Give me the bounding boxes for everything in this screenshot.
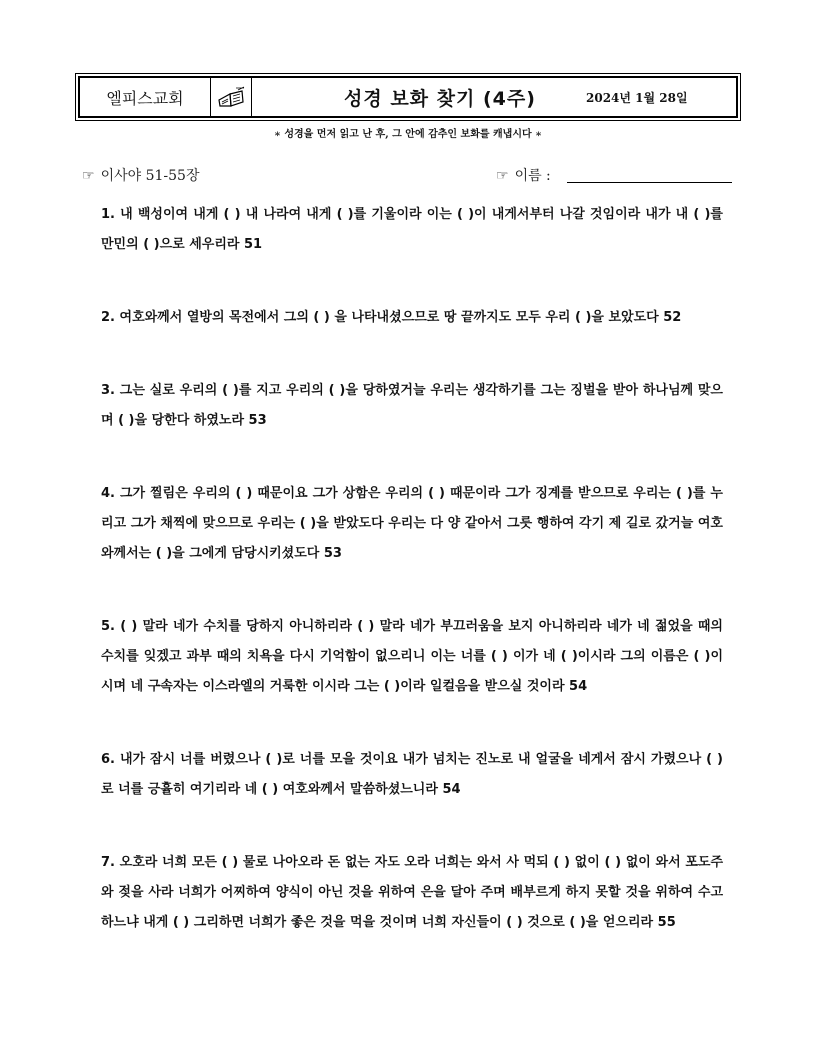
- question-3: 3. 그는 실로 우리의 ( )를 지고 우리의 ( )을 당하였거늘 우리는 생각하기를 그는 징벌을 받아 하나님께 맞으며 ( )을 당한다 하였노라 53: [101, 383, 723, 428]
- instruction-subtitle: ∗ 성경을 먼저 읽고 난 후, 그 안에 감추인 보화를 캐냅시다 ∗: [273, 129, 543, 140]
- question-2: 2. 여호와께서 열방의 목전에서 그의 ( ) 을 나타내셨으므로 땅 끝까지도 모두 우리 ( )을 보았도다 52: [101, 310, 682, 325]
- question-5: 5. ( ) 말라 네가 수치를 당하지 아니하리라 ( ) 말라 네가 부끄러움을 보지 아니하리라 네가 네 젊었을 때의 수치를 잊겠고 과부 때의 치욕을 다시 기억함이 없으리니 이는 너를 ( ) 이가 네 ( )이시라 그의 이름은 ( )이시며 네 구속자는 이스라엘의 거룩한 이시라 그는 ( )이라 일컬음을 받으실 것이라 54: [101, 619, 723, 694]
- name-label-text: 이름 :: [514, 168, 551, 184]
- name-label: [496, 165, 551, 185]
- worksheet-date: 2024년 1월 28일: [586, 90, 688, 105]
- question-4: 4. 그가 찔림은 우리의 ( ) 때문이요 그가 상함은 우리의 ( ) 때문이라 그가 징계를 받으므로 우리는 ( )를 누리고 그가 채찍에 맞으므로 우리는 ( )을 받았도다 우리는 다 양 같아서 그릇 행하여 각기 제 길로 갔거늘 여호와께서는 ( )을 그에게 담당시키셨도다 53: [101, 486, 723, 561]
- open-bible-icon-svg: [216, 86, 246, 108]
- question-list: [101, 200, 723, 938]
- passage-reference: [82, 165, 199, 185]
- question-6: 6. 내가 잠시 너를 버렸으나 ( )로 너를 모을 것이요 내가 넘치는 진노로 내 얼굴을 네게서 잠시 가렸으나 ( )로 너를 긍휼히 여기리라 네 ( ) 여호와께서 말씀하셨느니라 54: [101, 752, 723, 797]
- church-name: 엘피스교회: [80, 78, 211, 116]
- pointing-hand-icon: ☞: [496, 168, 509, 184]
- worksheet-title: 성경 보화 찾기 (4주): [344, 87, 536, 110]
- header-box: [78, 76, 738, 118]
- question-1: 1. 내 백성이여 내게 ( ) 내 나라여 내게 ( )를 기울이라 이는 ( )이 내게서부터 나갈 것임이라 내가 내 ( )를 만민의 ( )으로 세우리라 51: [101, 207, 723, 252]
- open-bible-icon: [211, 78, 252, 116]
- name-input-line[interactable]: [567, 182, 732, 183]
- meta-row: [82, 165, 732, 187]
- question-7: 7. 오호라 너희 모든 ( ) 물로 나아오라 돈 없는 자도 오라 너희는 와서 사 먹되 ( ) 없이 ( ) 없이 와서 포도주와 젖을 사라 너희가 어찌하여 양식이 아닌 것을 위하여 은을 달아 주며 배부르게 하지 못할 것을 위하여 수고하느냐 내게 ( ) 그리하면 너희가 좋은 것을 먹을 것이며 너희 자신들이 ( ) 것으로 ( )을 얻으리라 55: [101, 855, 723, 930]
- passage-text: 이사야 51-55장: [100, 168, 200, 184]
- pointing-hand-icon: ☞: [82, 168, 95, 184]
